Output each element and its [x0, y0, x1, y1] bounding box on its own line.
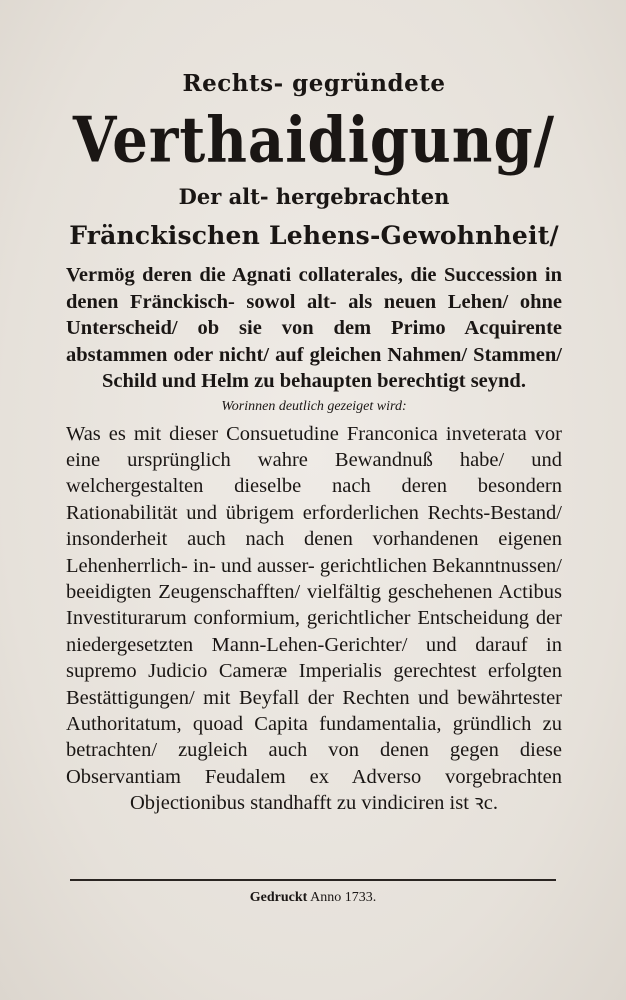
subtitle-paragraph: Vermög deren die Agnati collaterales, die Succession in denen Fränckisch- sowol alt- als neuen Lehen/ ohne Unterscheid/ ob sie von dem Primo Acquirente abstammen oder nicht/ auf gleichen Nahmen/ Stammen/ Schild und Helm zu behaupten berechtigt seynd.	[66, 264, 562, 392]
imprint-printed: Gedruckt	[249, 890, 308, 905]
intro-line: Worinnen deutlich gezeiget wird:	[221, 398, 407, 414]
title-main: Verthaidigung/	[72, 103, 556, 177]
imprint-line	[0, 888, 626, 908]
body-paragraph: Was es mit dieser Consuetudine Franconica inveterata vor eine ursprünglich wahre Bewandnuß habe/ und welchergestalten dieselbe nach deren besondern Rationabilität und übrigem erforderlichen Rechts-Bestand/ insonderheit auch nach denen vorhandenen eigenen Lehenherrlich- in- und ausser- gerichtlichen Bekanntnussen/ beeidigten Zeugenschafften/ vielfältig geschehenen Actibus Investiturarum conformium, gerichtlicher Entscheidung der niedergesetzten Mann-Lehen-Gerichter/ und darauf in supremo Judicio Cameræ Imperialis gerechtest erfolgten Bestättigungen/ mit Beyfall der Rechten und bewährtester Authoritatum, quoad Capita fundamentalia, gründlich zu betrachten/ zugleich auch von denen gegen diese Observantiam Feudalem ex Adverso vorgebrachten Objectionibus standhafft zu vindiciren ist ꝛc.	[66, 422, 562, 815]
title-line-3: Der alt- hergebrachten	[178, 184, 450, 209]
title-block	[66, 58, 562, 817]
imprint-year: Anno 1733.	[310, 890, 377, 905]
divider-rule	[70, 879, 556, 881]
title-line-4: Fränckischen Lehens-Gewohnheit/	[69, 221, 559, 250]
title-line-1: Rechts- gegründete	[182, 70, 446, 97]
